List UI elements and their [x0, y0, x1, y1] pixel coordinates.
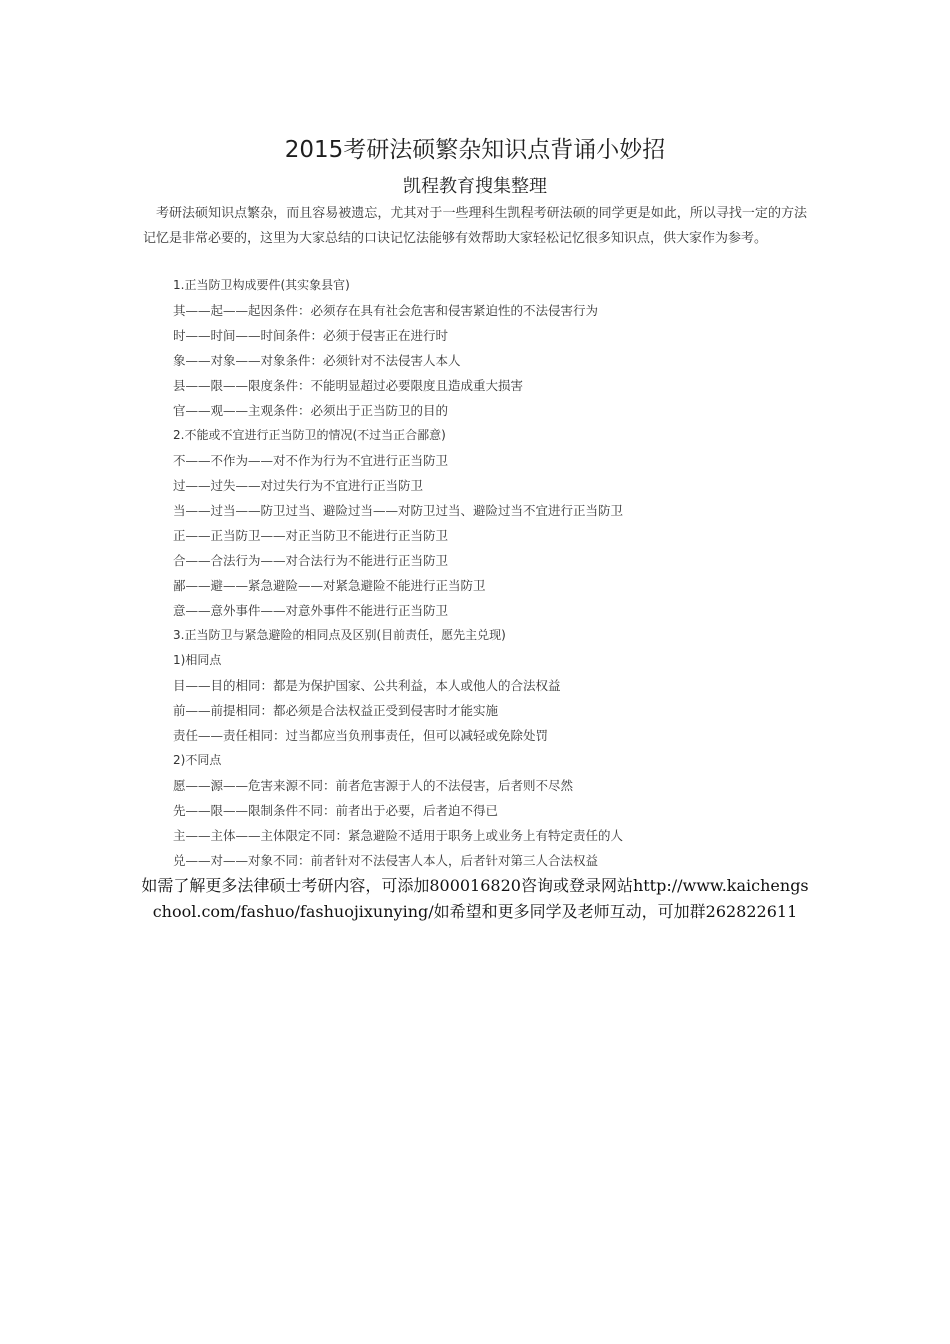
section-heading: 2)不同点 — [173, 753, 222, 767]
list-item: 过——过失——对过失行为不宜进行正当防卫 — [173, 478, 424, 493]
page-title: 2015考研法硕繁杂知识点背诵小妙招 — [284, 137, 666, 163]
list-item: 意——意外事件——对意外事件不能进行正当防卫 — [173, 603, 449, 618]
list-item: 正——正当防卫——对正当防卫不能进行正当防卫 — [173, 528, 449, 543]
list-item: 不——不作为——对不作为行为不宜进行正当防卫 — [173, 453, 449, 468]
list-item: 合——合法行为——对合法行为不能进行正当防卫 — [173, 553, 449, 568]
list-item: 主——主体——主体限定不同：紧急避险不适用于职务上或业务上有特定责任的人 — [173, 828, 624, 843]
list-item: 责任——责任相同：过当都应当负刑事责任，但可以减轻或免除处罚 — [173, 728, 549, 743]
list-item: 先——限——限制条件不同：前者出于必要，后者迫不得已 — [173, 803, 499, 818]
list-item: 兑——对——对象不同：前者针对不法侵害人本人，后者针对第三人合法权益 — [173, 853, 599, 868]
list-item: 当——过当——防卫过当、避险过当——对防卫过当、避险过当不宜进行正当防卫 — [173, 503, 624, 518]
list-item: 鄙——避——紧急避险——对紧急避险不能进行正当防卫 — [173, 578, 486, 593]
section-heading: 1)相同点 — [173, 653, 222, 667]
list-item: 愿——源——危害来源不同：前者危害源于人的不法侵害，后者则不尽然 — [173, 778, 574, 793]
page-subtitle: 凯程教育搜集整理 — [403, 176, 547, 197]
section-heading: 2.不能或不宜进行正当防卫的情况(不过当正合鄙意) — [173, 428, 446, 442]
section-heading: 1.正当防卫构成要件(其实象县官) — [173, 278, 350, 292]
list-item: 前——前提相同：都必须是合法权益正受到侵害时才能实施 — [173, 703, 499, 718]
mnemonic-list — [173, 273, 813, 873]
list-item: 官——观——主观条件：必须出于正当防卫的目的 — [173, 403, 449, 418]
list-item: 县——限——限度条件：不能明显超过必要限度且造成重大损害 — [173, 378, 524, 393]
list-item: 其——起——起因条件：必须存在具有社会危害和侵害紧迫性的不法侵害行为 — [173, 303, 599, 318]
list-item: 时——时间——时间条件：必须于侵害正在进行时 — [173, 328, 449, 343]
footer-contact: 如需了解更多法律硕士考研内容，可添加800016820咨询或登录网站http://www.kaichengschool.com/fashuo/fashuojixunying/如希望和更多同学及老师互动，可加群262822611 — [141, 876, 809, 921]
list-item: 目——目的相同：都是为保护国家、公共利益，本人或他人的合法权益 — [173, 678, 561, 693]
list-item: 象——对象——对象条件：必须针对不法侵害人本人 — [173, 353, 461, 368]
intro-paragraph: 考研法硕知识点繁杂，而且容易被遗忘，尤其对于一些理科生凯程考研法硕的同学更是如此，所以寻找一定的方法记忆是非常必要的，这里为大家总结的口诀记忆法能够有效帮助大家轻松记忆很多知识点，供大家作为参考。 — [143, 206, 807, 246]
section-heading: 3.正当防卫与紧急避险的相同点及区别(目前责任，愿先主兑现) — [173, 628, 506, 642]
